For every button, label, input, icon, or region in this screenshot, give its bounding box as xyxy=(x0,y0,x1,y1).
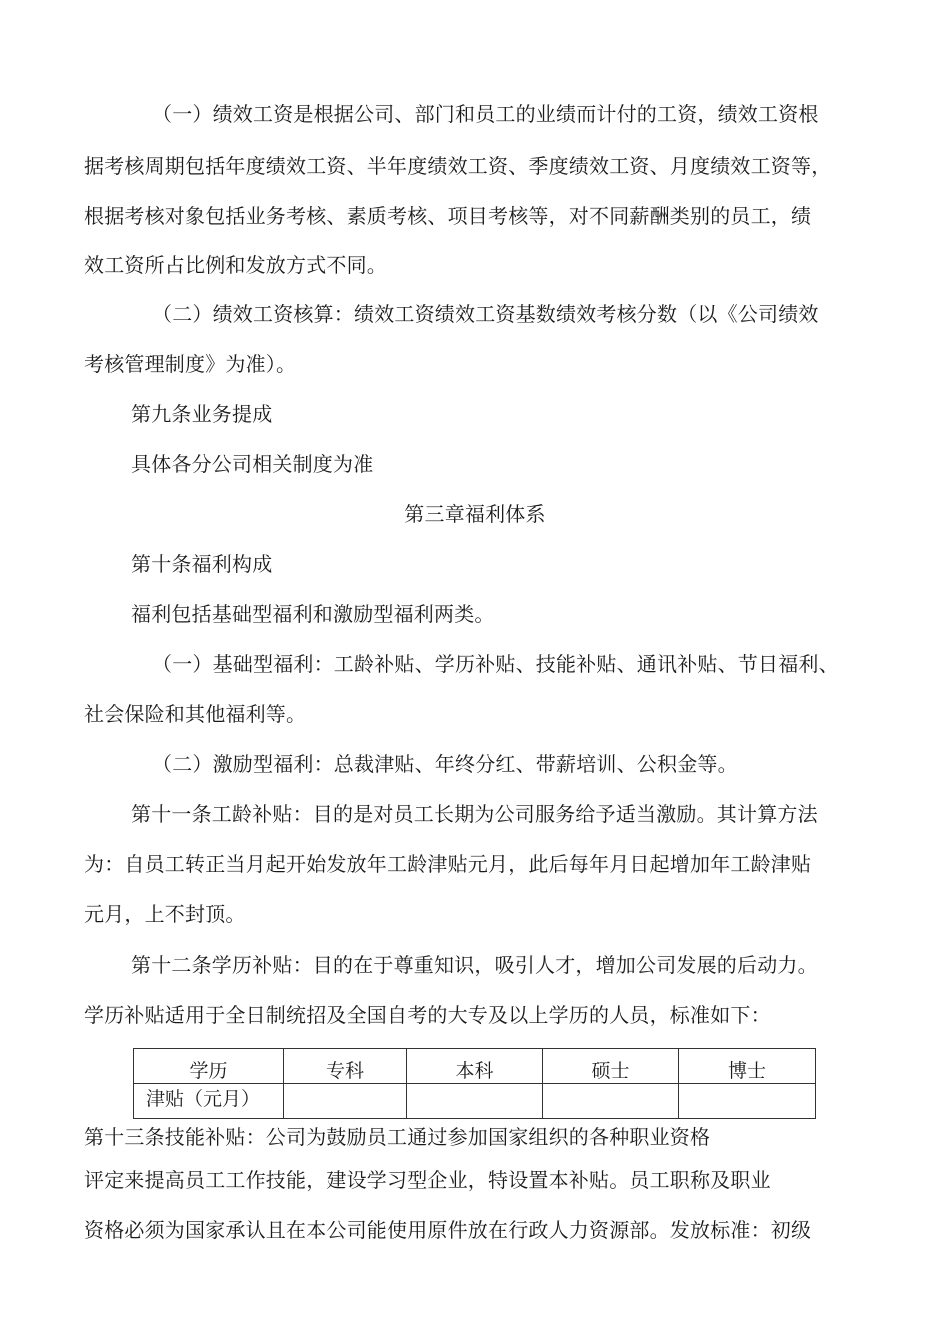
paragraph-line: 评定来提高员工工作技能，建设学习型企业，特设置本补贴。员工职称及职业 xyxy=(84,1168,771,1192)
table-cell xyxy=(407,1084,543,1119)
paragraph-line: （一）绩效工资是根据公司、部门和员工的业绩而计付的工资，绩效工资根 xyxy=(152,102,819,126)
paragraph-line: 社会保险和其他福利等。 xyxy=(84,702,307,726)
table-header-cell: 博士 xyxy=(679,1049,816,1084)
table-cell xyxy=(543,1084,679,1119)
paragraph-line: 效工资所占比例和发放方式不同。 xyxy=(84,253,387,277)
table-row-label: 津贴（元月） xyxy=(134,1084,284,1119)
table-header-cell: 专科 xyxy=(284,1049,407,1084)
paragraph-line: 具体各分公司相关制度为准 xyxy=(131,452,374,476)
paragraph-line: （一）基础型福利：工龄补贴、学历补贴、技能补贴、通讯补贴、节日福利、 xyxy=(152,652,839,676)
paragraph-line: 第十二条学历补贴：目的在于尊重知识，吸引人才，增加公司发展的后动力。 xyxy=(131,953,818,977)
paragraph-line: 元月，上不封顶。 xyxy=(84,902,246,926)
table-header-cell: 硕士 xyxy=(543,1049,679,1084)
table-header-cell: 学历 xyxy=(134,1049,284,1084)
article-heading: 第十条福利构成 xyxy=(131,552,273,576)
paragraph-line: 学历补贴适用于全日制统招及全国自考的大专及以上学历的人员，标准如下： xyxy=(84,1003,771,1027)
paragraph-line: 为：自员工转正当月起开始发放年工龄津贴元月，此后每年月日起增加年工龄津贴 xyxy=(84,852,812,876)
paragraph-line: 考核管理制度》为准）。 xyxy=(84,352,297,376)
education-allowance-table xyxy=(133,1048,816,1119)
table-cell xyxy=(679,1084,816,1119)
table-cell xyxy=(284,1084,407,1119)
paragraph-line: （二）激励型福利：总裁津贴、年终分红、带薪培训、公积金等。 xyxy=(152,752,738,776)
paragraph-line: 资格必须为国家承认且在本公司能使用原件放在行政人力资源部。发放标准：初级 xyxy=(84,1218,812,1242)
paragraph-line: （二）绩效工资核算：绩效工资绩效工资基数绩效考核分数（以《公司绩效 xyxy=(152,302,819,326)
table-header-cell: 本科 xyxy=(407,1049,543,1084)
article-heading: 第九条业务提成 xyxy=(131,402,273,426)
article-heading: 第十三条技能补贴：公司为鼓励员工通过参加国家组织的各种职业资格 xyxy=(84,1125,711,1149)
table-header-row xyxy=(134,1049,816,1084)
chapter-title: 第三章福利体系 xyxy=(404,502,546,526)
paragraph-line: 据考核周期包括年度绩效工资、半年度绩效工资、季度绩效工资、月度绩效工资等， xyxy=(84,154,832,178)
paragraph-line: 第十一条工龄补贴：目的是对员工长期为公司服务给予适当激励。其计算方法 xyxy=(131,802,818,826)
table-row xyxy=(134,1084,816,1119)
paragraph-line: 根据考核对象包括业务考核、素质考核、项目考核等，对不同薪酬类别的员工，绩 xyxy=(84,204,812,228)
paragraph-line: 福利包括基础型福利和激励型福利两类。 xyxy=(131,602,495,626)
